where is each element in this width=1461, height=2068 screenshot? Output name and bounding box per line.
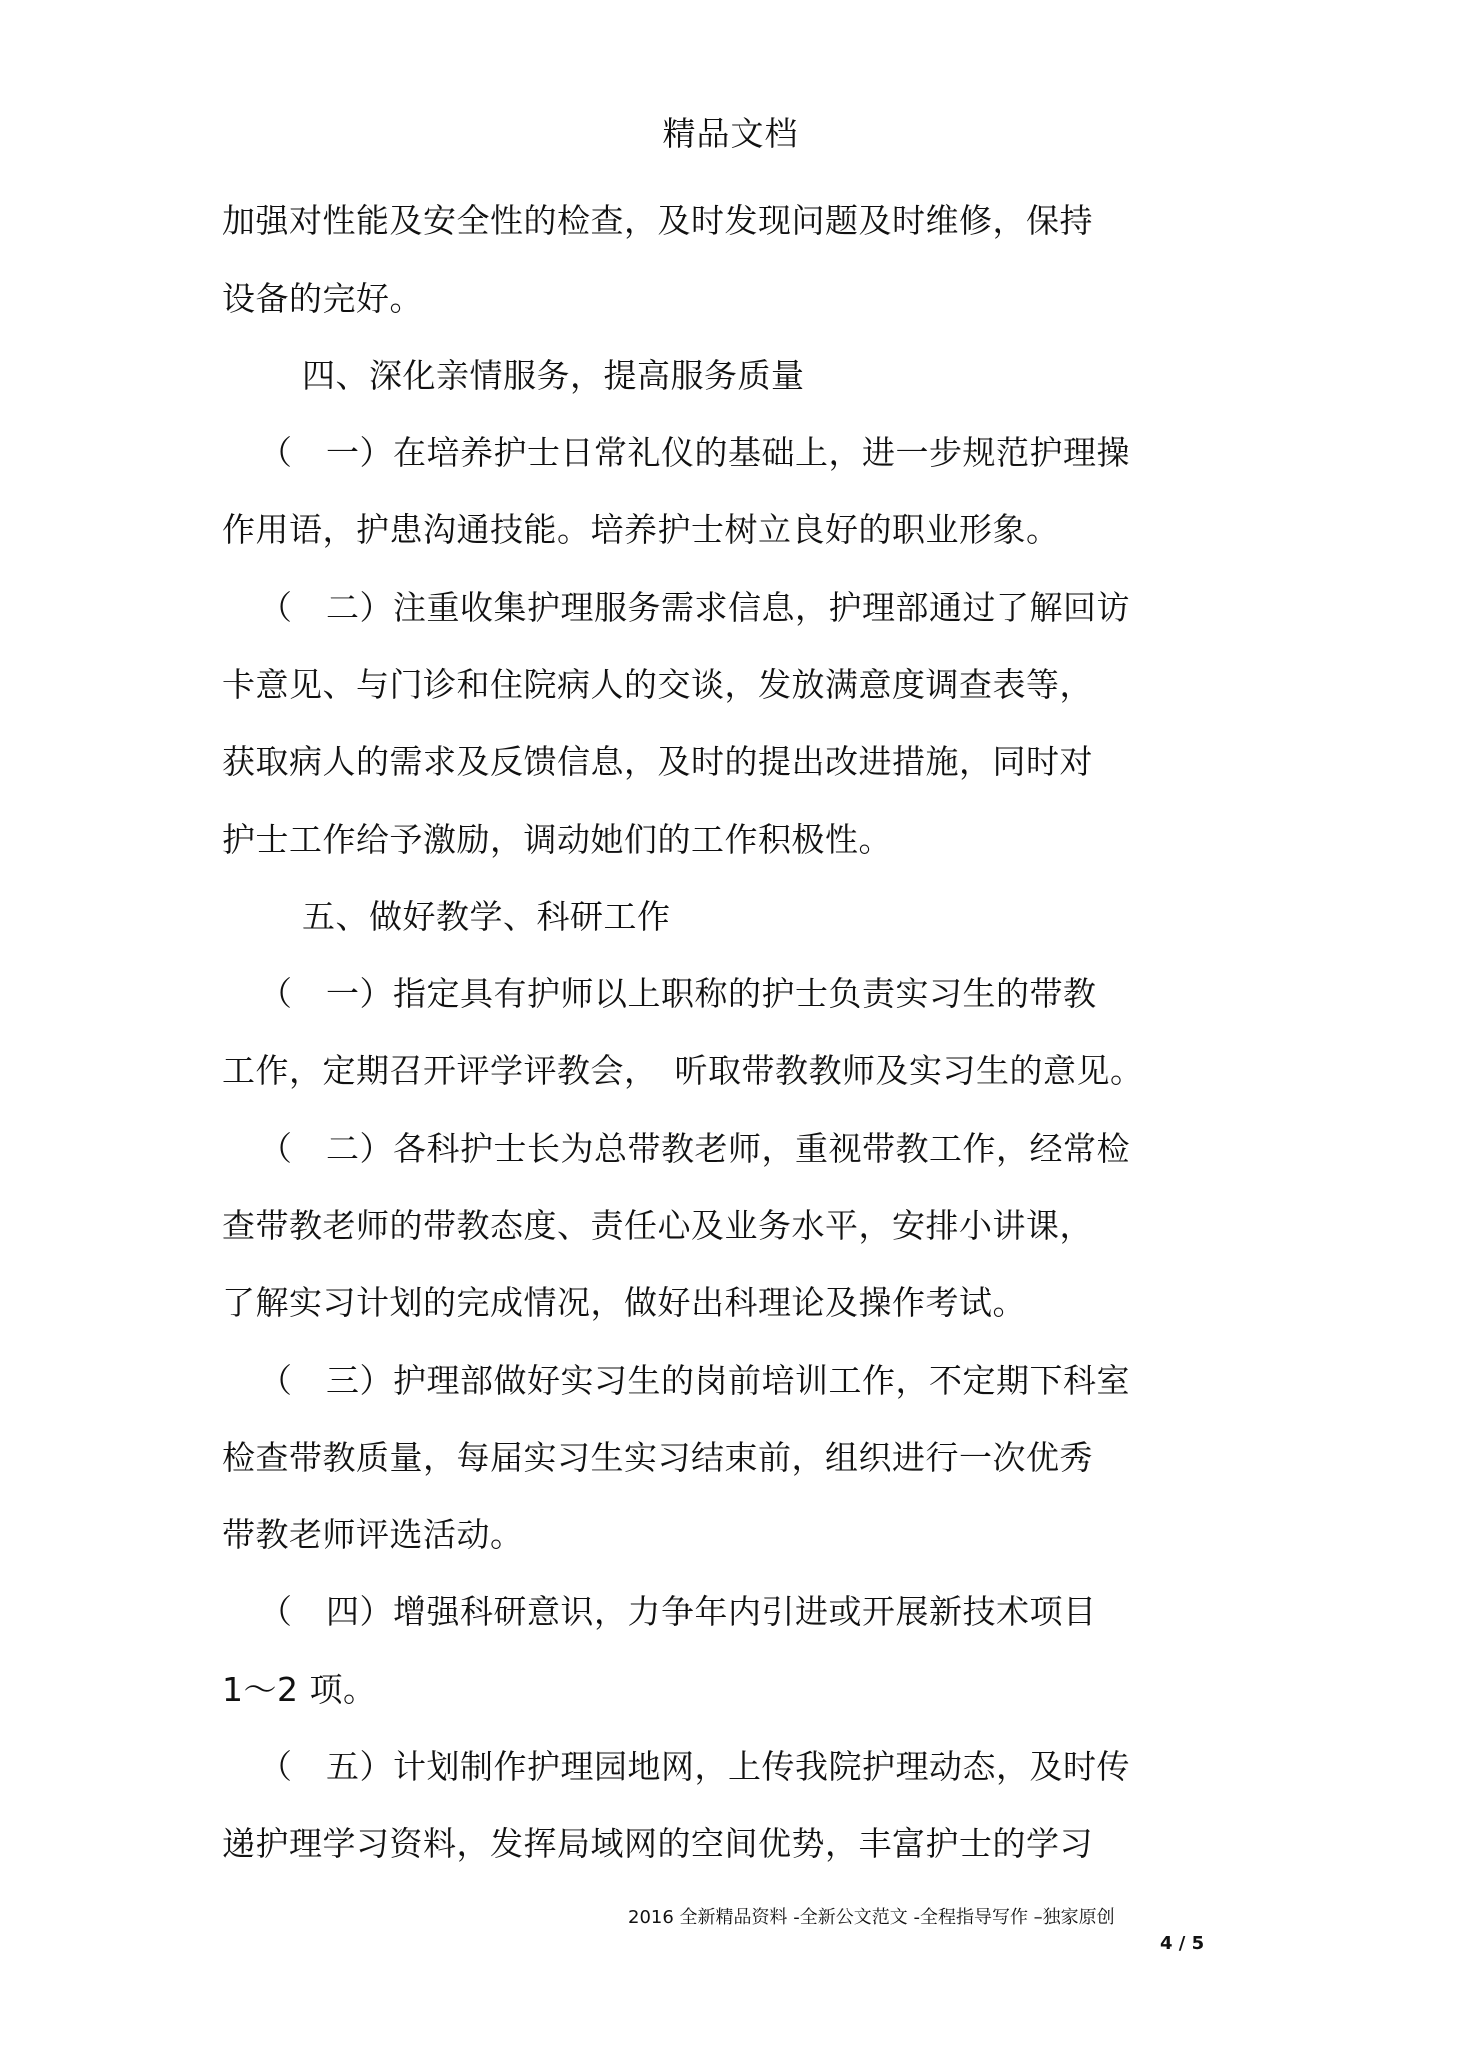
body-line-11: （ 一）指定具有护师以上职称的护士负责实习生的带教 xyxy=(259,974,1097,1013)
body-line-20: 1～2 项。 xyxy=(222,1670,377,1709)
body-line-14: 查带教老师的带教态度、责任心及业务水平，安排小讲课， xyxy=(222,1206,1093,1245)
body-line-19: （ 四）增强科研意识，力争年内引进或开展新技术项目 xyxy=(259,1592,1097,1631)
body-line-7: 卡意见、与门诊和住院病人的交谈，发放满意度调查表等， xyxy=(222,665,1093,704)
body-line-2: 设备的完好。 xyxy=(222,279,423,318)
body-line-4: （ 一）在培养护士日常礼仪的基础上，进一步规范护理操 xyxy=(259,433,1130,472)
body-line-21: （ 五）计划制作护理园地网，上传我院护理动态，及时传 xyxy=(259,1747,1130,1786)
section-heading-4: 四、深化亲情服务，提高服务质量 xyxy=(302,356,805,395)
body-line-22: 递护理学习资料，发挥局域网的空间优势，丰富护士的学习 xyxy=(222,1824,1093,1863)
section-heading-5: 五、做好教学、科研工作 xyxy=(302,897,671,936)
body-line-9: 护士工作给予激励，调动她们的工作积极性。 xyxy=(222,820,892,859)
body-line-13: （ 二）各科护士长为总带教老师，重视带教工作，经常检 xyxy=(259,1129,1130,1168)
page-number: 4 / 5 xyxy=(1160,1933,1205,1954)
body-line-8: 获取病人的需求及反馈信息，及时的提出改进措施，同时对 xyxy=(222,742,1093,781)
body-line-12: 工作，定期召开评学评教会， 听取带教教师及实习生的意见。 xyxy=(222,1051,1144,1090)
page-header-title: 精品文档 xyxy=(662,114,799,153)
footer-note: 2016 全新精品资料 -全新公文范文 -全程指导写作 –独家原创 xyxy=(628,1907,1115,1928)
body-line-15: 了解实习计划的完成情况，做好出科理论及操作考试。 xyxy=(222,1283,1026,1322)
body-line-5: 作用语，护患沟通技能。培养护士树立良好的职业形象。 xyxy=(222,510,1060,549)
body-line-17: 检查带教质量，每届实习生实习结束前，组织进行一次优秀 xyxy=(222,1438,1093,1477)
body-line-1: 加强对性能及安全性的检查，及时发现问题及时维修，保持 xyxy=(222,201,1093,240)
body-line-16: （ 三）护理部做好实习生的岗前培训工作，不定期下科室 xyxy=(259,1361,1130,1400)
body-line-6: （ 二）注重收集护理服务需求信息，护理部通过了解回访 xyxy=(259,588,1130,627)
body-line-18: 带教老师评选活动。 xyxy=(222,1515,524,1554)
